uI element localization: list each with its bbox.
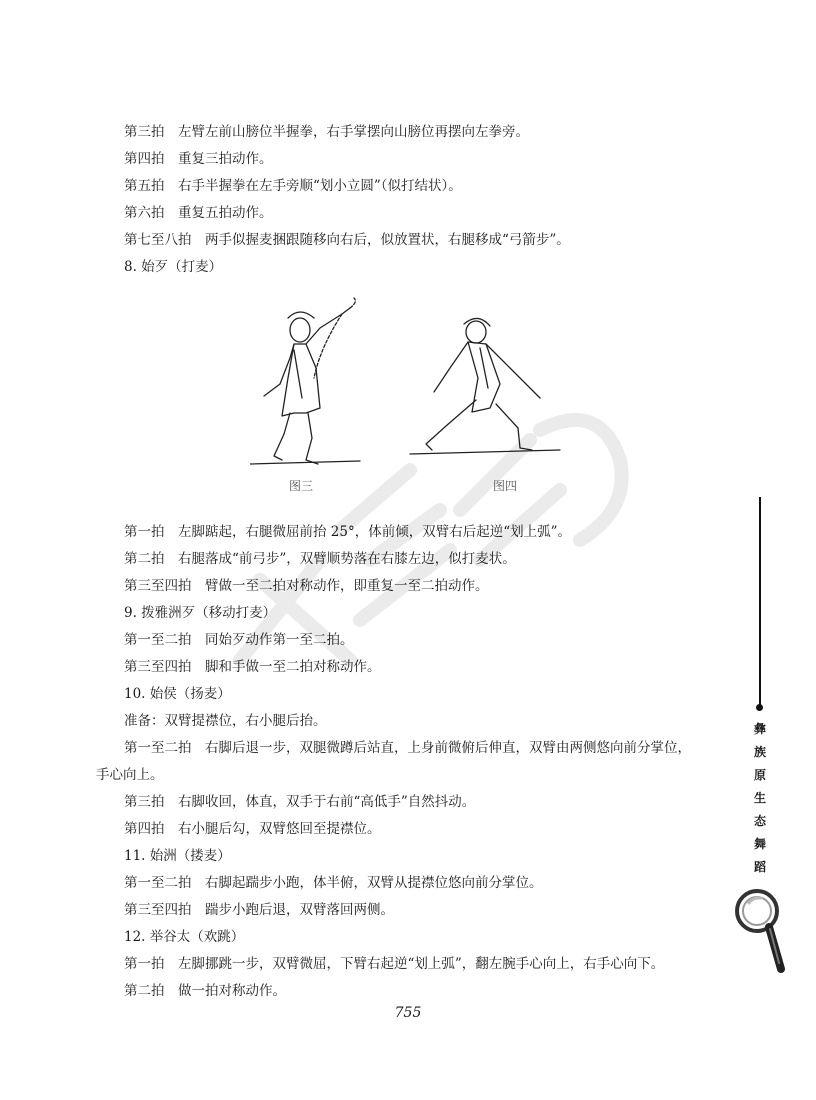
text-line: 第六拍 重复五拍动作。 [124,205,273,221]
text-line: 第一拍 左脚挪跳一步，双臂微屈，下臂右起逆“划上弧”，翻左腕手心向上，右手心向下。 [124,956,665,972]
text-line: 第三拍 左臂左前山膀位半握拳，右手掌摆向山膀位再摆向左拳旁。 [124,124,529,140]
text-line: 第四拍 右小腿后勾，双臂悠回至提襟位。 [124,821,381,837]
text-line: 第一至二拍 右脚后退一步，双腿微蹲后站直，上身前微俯后伸直，双臂由两侧悠向前分掌位， [124,740,691,756]
section-heading: 12. 举谷太（欢跳） [124,929,245,945]
text-line: 第三至四拍 踹步小跑后退，双臂落回两侧。 [124,902,394,918]
text-line: 第七至八拍 两手似握麦捆跟随移向右后，似放置状，右腿移成“弓箭步”。 [124,232,570,248]
dance-figure-illustration [250,288,570,476]
side-chapter-title [750,718,770,879]
text-line: 第五拍 右手半握拳在左手旁顺“划小立圆”（似打结状）。 [124,178,462,194]
figure-caption-left: 图三 [289,479,314,493]
text-line: 第三拍 右脚收回，体直，双手于右前“高低手”自然抖动。 [124,794,476,810]
text-line: 第三至四拍 臂做一至二拍对称动作，即重复一至二拍动作。 [124,578,489,594]
text-line: 第二拍 做一拍对称动作。 [124,983,286,999]
side-title-char: 彝 [753,722,766,736]
side-title-char: 态 [753,814,766,828]
side-title-char: 原 [753,768,766,782]
text-line: 第二拍 右腿落成“前弓步”，双臂顺势落在右膝左边，似打麦状。 [124,551,516,567]
section-heading: 8. 始歹（打麦） [124,259,223,275]
side-title-char: 舞 [753,837,766,851]
side-rule [759,497,761,707]
side-title-char: 生 [753,791,766,805]
section-heading: 11. 始洲（搂麦） [124,848,231,864]
magnifier-icon [733,885,789,975]
figure-caption-right: 图四 [493,479,518,493]
text-line: 第一至二拍 同始歹动作第一至二拍。 [124,632,354,648]
side-title-char: 族 [753,745,766,759]
text-line: 第一至二拍 右脚起踹步小跑，体半俯，双臂从提襟位悠向前分掌位。 [124,875,543,891]
text-line: 第一拍 左脚踮起，右腿微屈前抬 25°，体前倾，双臂右后起逆“划上弧”。 [124,524,572,540]
section-heading: 10. 始侯（扬麦） [124,686,231,702]
text-line: 准备：双臂提襟位，右小腿后抬。 [124,713,327,729]
page-number: 755 [394,1005,422,1021]
side-title-char: 蹈 [753,860,766,874]
text-line-continuation: 手心向上。 [96,767,164,783]
text-line: 第四拍 重复三拍动作。 [124,151,273,167]
side-dot [756,704,763,711]
section-heading: 9. 拨雅洲歹（移动打麦） [124,605,277,621]
text-line: 第三至四拍 脚和手做一至二拍对称动作。 [124,659,381,675]
